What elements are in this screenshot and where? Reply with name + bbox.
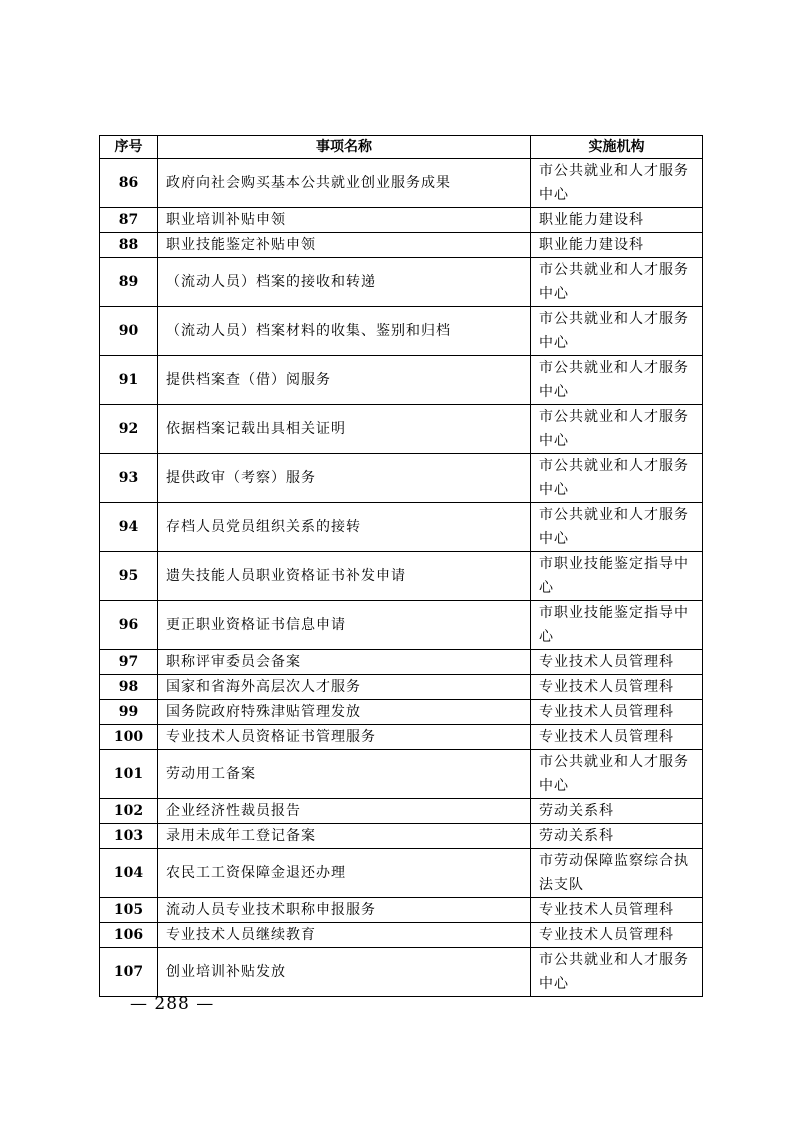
row-serial-number: 98 (100, 675, 158, 700)
row-item-name: 遗失技能人员职业资格证书补发申请 (158, 552, 531, 601)
row-serial-number: 94 (100, 503, 158, 552)
row-serial-number: 99 (100, 700, 158, 725)
row-serial-number: 101 (100, 750, 158, 799)
row-serial-number: 96 (100, 601, 158, 650)
table-row (100, 307, 703, 356)
row-item-name: 国务院政府特殊津贴管理发放 (158, 700, 531, 725)
row-serial-number: 103 (100, 824, 158, 849)
row-item-name: 职称评审委员会备案 (158, 650, 531, 675)
row-serial-number: 95 (100, 552, 158, 601)
row-item-name: 企业经济性裁员报告 (158, 799, 531, 824)
table-row (100, 405, 703, 454)
table-row (100, 750, 703, 799)
row-implementing-agency: 市公共就业和人才服务中心 (531, 159, 703, 208)
table-row (100, 503, 703, 552)
row-serial-number: 92 (100, 405, 158, 454)
row-item-name: 提供档案查（借）阅服务 (158, 356, 531, 405)
row-serial-number: 93 (100, 454, 158, 503)
row-implementing-agency: 市公共就业和人才服务中心 (531, 405, 703, 454)
row-item-name: 专业技术人员继续教育 (158, 923, 531, 948)
row-serial-number: 102 (100, 799, 158, 824)
table-header (100, 136, 703, 159)
row-serial-number: 105 (100, 898, 158, 923)
row-serial-number: 88 (100, 233, 158, 258)
table-row (100, 258, 703, 307)
row-item-name: 职业培训补贴申领 (158, 208, 531, 233)
row-implementing-agency: 市公共就业和人才服务中心 (531, 948, 703, 997)
table-row (100, 601, 703, 650)
row-item-name: 国家和省海外高层次人才服务 (158, 675, 531, 700)
row-implementing-agency: 专业技术人员管理科 (531, 675, 703, 700)
row-item-name: 劳动用工备案 (158, 750, 531, 799)
row-item-name: 专业技术人员资格证书管理服务 (158, 725, 531, 750)
row-item-name: 提供政审（考察）服务 (158, 454, 531, 503)
header-item-name: 事项名称 (158, 136, 531, 159)
row-item-name: 职业技能鉴定补贴申领 (158, 233, 531, 258)
row-serial-number: 86 (100, 159, 158, 208)
table-row (100, 356, 703, 405)
row-implementing-agency: 劳动关系科 (531, 799, 703, 824)
table-body (100, 159, 703, 997)
table-row (100, 849, 703, 898)
row-implementing-agency: 专业技术人员管理科 (531, 725, 703, 750)
row-implementing-agency: 市公共就业和人才服务中心 (531, 750, 703, 799)
row-serial-number: 100 (100, 725, 158, 750)
table-row (100, 700, 703, 725)
row-implementing-agency: 专业技术人员管理科 (531, 650, 703, 675)
row-implementing-agency: 专业技术人员管理科 (531, 700, 703, 725)
row-item-name: 录用未成年工登记备案 (158, 824, 531, 849)
table-row (100, 454, 703, 503)
row-item-name: 流动人员专业技术职称申报服务 (158, 898, 531, 923)
items-table (99, 135, 703, 997)
row-implementing-agency: 市公共就业和人才服务中心 (531, 307, 703, 356)
row-implementing-agency: 职业能力建设科 (531, 208, 703, 233)
row-serial-number: 106 (100, 923, 158, 948)
table-row (100, 824, 703, 849)
row-serial-number: 89 (100, 258, 158, 307)
row-item-name: （流动人员）档案的接收和转递 (158, 258, 531, 307)
row-implementing-agency: 专业技术人员管理科 (531, 923, 703, 948)
table-row (100, 675, 703, 700)
table-row (100, 208, 703, 233)
row-implementing-agency: 市公共就业和人才服务中心 (531, 454, 703, 503)
row-item-name: 存档人员党员组织关系的接转 (158, 503, 531, 552)
table-row (100, 725, 703, 750)
row-item-name: 更正职业资格证书信息申请 (158, 601, 531, 650)
row-implementing-agency: 市公共就业和人才服务中心 (531, 258, 703, 307)
row-implementing-agency: 职业能力建设科 (531, 233, 703, 258)
table-row (100, 552, 703, 601)
row-implementing-agency: 市公共就业和人才服务中心 (531, 356, 703, 405)
row-serial-number: 97 (100, 650, 158, 675)
table-row (100, 898, 703, 923)
row-serial-number: 104 (100, 849, 158, 898)
row-implementing-agency: 市公共就业和人才服务中心 (531, 503, 703, 552)
row-implementing-agency: 市职业技能鉴定指导中心 (531, 552, 703, 601)
header-row (100, 136, 703, 159)
row-implementing-agency: 专业技术人员管理科 (531, 898, 703, 923)
row-implementing-agency: 劳动关系科 (531, 824, 703, 849)
table-row (100, 159, 703, 208)
row-item-name: （流动人员）档案材料的收集、鉴别和归档 (158, 307, 531, 356)
table-row (100, 650, 703, 675)
row-item-name: 依据档案记载出具相关证明 (158, 405, 531, 454)
table-row (100, 948, 703, 997)
row-serial-number: 90 (100, 307, 158, 356)
row-item-name: 创业培训补贴发放 (158, 948, 531, 997)
row-serial-number: 87 (100, 208, 158, 233)
row-item-name: 农民工工资保障金退还办理 (158, 849, 531, 898)
row-item-name: 政府向社会购买基本公共就业创业服务成果 (158, 159, 531, 208)
table-row (100, 233, 703, 258)
header-serial-number: 序号 (100, 136, 158, 159)
header-implementing-agency: 实施机构 (531, 136, 703, 159)
table-row (100, 923, 703, 948)
table-row (100, 799, 703, 824)
page-number: — 288 — (130, 994, 215, 1014)
row-serial-number: 107 (100, 948, 158, 997)
row-implementing-agency: 市职业技能鉴定指导中心 (531, 601, 703, 650)
row-implementing-agency: 市劳动保障监察综合执法支队 (531, 849, 703, 898)
row-serial-number: 91 (100, 356, 158, 405)
